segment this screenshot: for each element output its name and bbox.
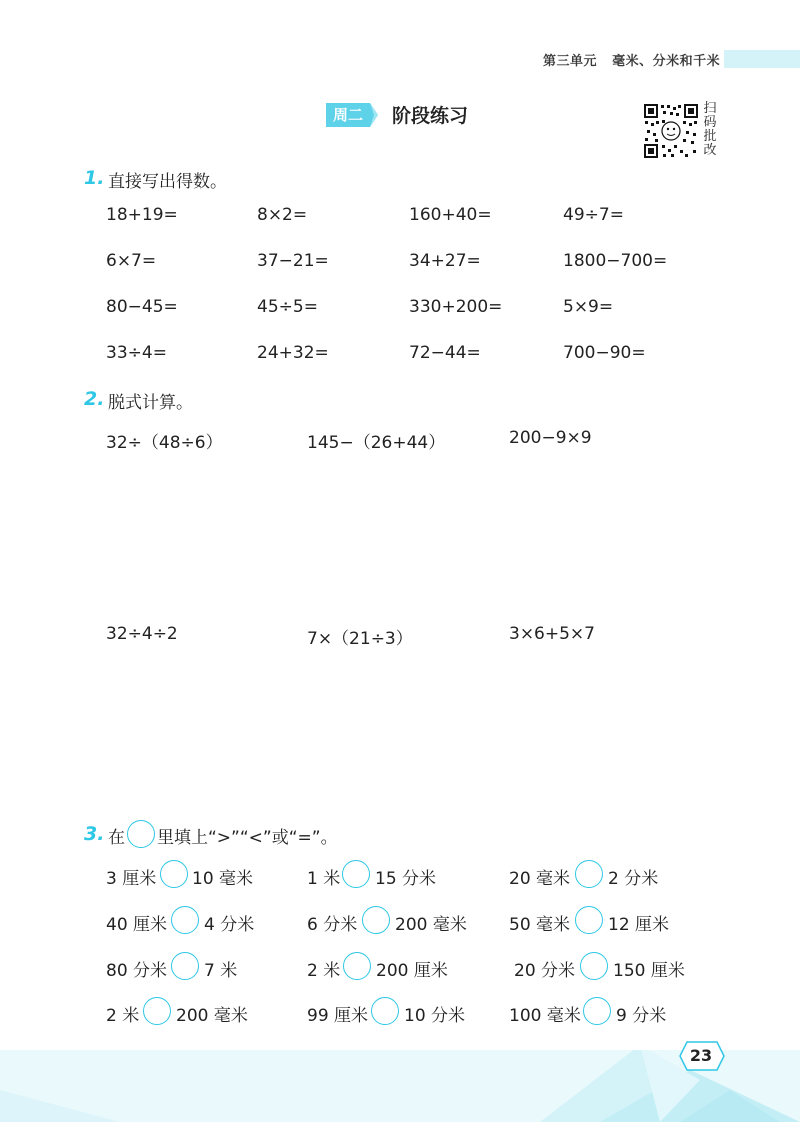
compare-left: 20 分米 — [514, 961, 576, 981]
calc-problem: 3×6+5×7 — [509, 624, 595, 644]
problem: 330+200= — [409, 297, 503, 317]
compare-right: 150 厘米 — [613, 961, 685, 981]
problem: 24+32= — [257, 343, 329, 363]
problem: 80−45= — [106, 297, 178, 317]
answer-circle[interactable] — [171, 906, 199, 934]
unit-header — [543, 50, 720, 69]
header-color-block — [724, 50, 800, 68]
problem: 6×7= — [106, 251, 157, 271]
section-1-title: 直接写出得数。 — [108, 172, 227, 192]
answer-circle[interactable] — [171, 952, 199, 980]
compare-right: 12 厘米 — [608, 915, 670, 935]
problem: 49÷7= — [563, 205, 624, 225]
compare-left: 40 厘米 — [106, 915, 168, 935]
page-number: 23 — [689, 1046, 713, 1065]
answer-circle[interactable] — [575, 860, 603, 888]
problem: 18+19= — [106, 205, 178, 225]
problem: 8×2= — [257, 205, 308, 225]
section-2-number: 2. — [84, 388, 105, 410]
compare-left: 3 厘米 — [106, 869, 157, 889]
problem: 5×9= — [563, 297, 614, 317]
compare-right: 9 分米 — [616, 1006, 667, 1026]
answer-circle[interactable] — [583, 997, 611, 1025]
calc-problem: 32÷4÷2 — [106, 624, 178, 644]
compare-right: 200 毫米 — [176, 1006, 248, 1026]
qr-label: 扫 码 批 改 — [703, 101, 717, 158]
calc-problem: 32÷（48÷6） — [106, 433, 223, 453]
compare-left: 2 米 — [307, 961, 341, 981]
answer-circle[interactable] — [343, 952, 371, 980]
compare-left: 2 米 — [106, 1006, 140, 1026]
answer-circle[interactable] — [575, 906, 603, 934]
qr-code-icon[interactable] — [643, 103, 699, 159]
answer-circle-sample — [127, 820, 155, 848]
answer-circle[interactable] — [342, 860, 370, 888]
compare-right: 10 分米 — [404, 1006, 466, 1026]
problem: 160+40= — [409, 205, 492, 225]
compare-right: 2 分米 — [608, 869, 659, 889]
compare-left: 1 米 — [307, 869, 341, 889]
compare-left: 6 分米 — [307, 915, 358, 935]
problem: 37−21= — [257, 251, 329, 271]
section-3-number: 3. — [84, 823, 105, 845]
compare-right: 7 米 — [204, 961, 238, 981]
answer-circle[interactable] — [580, 952, 608, 980]
compare-right: 4 分米 — [204, 915, 255, 935]
compare-right: 15 分米 — [375, 869, 437, 889]
unit-topic: 毫米、分米和千米 — [612, 54, 721, 69]
compare-right: 10 毫米 — [192, 869, 254, 889]
calc-problem: 7×（21÷3） — [307, 629, 413, 649]
section-2-title: 脱式计算。 — [108, 393, 193, 413]
compare-left: 50 毫米 — [509, 915, 571, 935]
day-badge: 周二 — [332, 106, 363, 124]
compare-left: 20 毫米 — [509, 869, 571, 889]
answer-circle[interactable] — [362, 906, 390, 934]
compare-left: 80 分米 — [106, 961, 168, 981]
compare-right: 200 厘米 — [376, 961, 448, 981]
compare-left: 100 毫米 — [509, 1006, 581, 1026]
answer-circle[interactable] — [371, 997, 399, 1025]
unit-label: 第三单元 — [543, 54, 598, 69]
compare-left: 99 厘米 — [307, 1006, 369, 1026]
answer-circle[interactable] — [160, 860, 188, 888]
section-3-title-post: 里填上“>”“<”或“=”。 — [157, 828, 338, 848]
section-3-title-pre: 在 — [108, 828, 125, 848]
page-title: 阶段练习 — [392, 105, 469, 127]
problem: 700−90= — [563, 343, 646, 363]
section-1-number: 1. — [84, 167, 105, 189]
problem: 45÷5= — [257, 297, 318, 317]
problem: 72−44= — [409, 343, 481, 363]
problem: 33÷4= — [106, 343, 167, 363]
problem: 34+27= — [409, 251, 481, 271]
answer-circle[interactable] — [143, 997, 171, 1025]
compare-right: 200 毫米 — [395, 915, 467, 935]
calc-problem: 145−（26+44） — [307, 433, 446, 453]
calc-problem: 200−9×9 — [509, 428, 592, 448]
problem: 1800−700= — [563, 251, 668, 271]
